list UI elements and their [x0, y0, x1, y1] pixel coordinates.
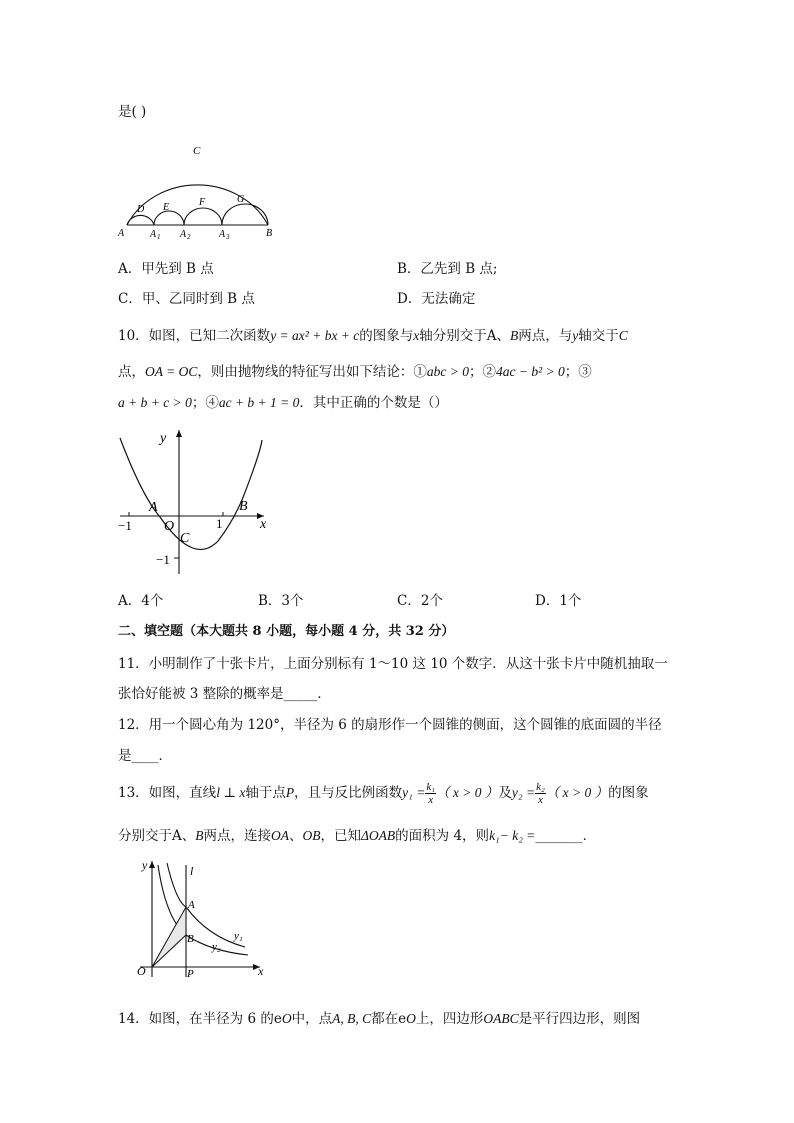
q10-t2: 轴分别交于 — [419, 328, 487, 344]
q14-abc: A, B, C — [332, 1011, 372, 1026]
q10-t4: 轴交于 — [578, 328, 619, 344]
q13-p3: ，且与反比例函数 — [294, 785, 403, 801]
graph-y-label: y — [160, 431, 167, 446]
label-D: D — [137, 204, 145, 215]
q14-p4: 上，四边形 — [415, 1011, 484, 1027]
q13-p2: 轴于点 — [245, 785, 286, 801]
q13-graph-y2: y₂ — [212, 941, 221, 953]
q10-c3: ③ — [578, 364, 592, 380]
q14-O-2: O — [406, 1011, 416, 1026]
q10-c4m: ac + b + 1 = 0 — [218, 395, 300, 410]
q10-semi2: ； — [564, 364, 579, 380]
section-heading: 二、填空题（本大题共 8 小题，每小题 4 分，共 32 分） — [118, 624, 455, 639]
q13-OA: OA — [271, 828, 289, 843]
q13-l2b: 两点，连接 — [203, 828, 271, 844]
q10-C: C — [618, 328, 628, 343]
q13-k1: k₁ — [426, 781, 436, 793]
q13-A: A — [172, 828, 182, 844]
q10-line2 — [118, 362, 592, 382]
q9-option-c: C．甲、乙同时到 B 点 — [118, 291, 255, 307]
q10-c2m: 4ac − b² > 0 — [495, 364, 565, 379]
q14-line1 — [118, 1009, 640, 1029]
label-A2: A — [180, 229, 187, 240]
q9-option-a: A．甲先到 B 点 — [118, 261, 214, 277]
q13-graph-O: O — [137, 964, 146, 978]
q13-B: B — [195, 828, 204, 843]
q13-graph-y: y — [142, 858, 148, 872]
q10-l2a: 点， — [118, 364, 145, 380]
q13-frac2 — [535, 781, 546, 806]
q10-c4: ④ — [205, 395, 219, 411]
q10-semi1: ； — [468, 364, 483, 380]
q14-O: O — [281, 1011, 292, 1026]
q10-B: B — [510, 328, 519, 343]
q14-p2: 中，点 — [291, 1011, 333, 1027]
q13-l2c: ，已知 — [320, 828, 361, 844]
q10-line3 — [118, 393, 448, 413]
label-A3: A — [219, 229, 226, 240]
q13-p5: 的图象 — [608, 785, 649, 801]
q13-P: P — [285, 785, 295, 800]
q13-graph-P: P — [187, 968, 194, 980]
q13-kdiff: k₁− k₂ = — [489, 828, 536, 843]
q10-option-d: D．1个 — [535, 593, 582, 609]
q13-line1 — [118, 780, 649, 806]
q10-oa-oc: OA = OC — [145, 364, 198, 379]
q14-p1: 14．如图，在半径为 6 的 — [118, 1011, 274, 1027]
graph-tick-minus1: −1 — [118, 518, 132, 533]
q10-line1 — [118, 326, 628, 346]
q10-sep: 、 — [496, 328, 511, 344]
q13-hyperbola-graph — [120, 855, 270, 980]
q10-t1: 的图象与 — [359, 328, 414, 344]
q10-c1: ① — [413, 364, 427, 380]
label-B: B — [266, 228, 273, 239]
label-A: A — [118, 228, 125, 239]
q14-p3: 都在 — [371, 1011, 399, 1027]
label-A3-sub: 3 — [226, 233, 230, 240]
label-F: F — [199, 197, 206, 208]
q14-circle-glyph-2: e — [398, 1011, 407, 1027]
q13-sep: 、 — [181, 828, 196, 844]
q9-semicircle-figure — [112, 140, 282, 240]
q13-cond1: （ x > 0 ） — [436, 785, 499, 800]
q13-graph-l: l — [190, 864, 194, 878]
q10-c2: ② — [482, 364, 496, 380]
q10-l2b: ，则由抛物线的特征写出如下结论： — [197, 364, 414, 380]
q13-graph-y1: y₁ — [234, 930, 243, 942]
graph-C-label: C — [180, 531, 190, 546]
q13-y1: y₁ = — [402, 785, 426, 800]
q10-semi3: ； — [191, 395, 206, 411]
q10-t3: 两点，与 — [518, 328, 573, 344]
q10-tail: ．其中正确的个数是（） — [299, 395, 448, 411]
label-G: G — [237, 194, 245, 205]
q14-p5: 是平行四边形，则图 — [518, 1011, 641, 1027]
q13-p4: 及 — [498, 785, 512, 801]
q10-yvar: y — [572, 328, 579, 343]
label-A1-sub: 1 — [157, 233, 161, 240]
q10-xvar: x — [413, 328, 420, 343]
q11-line1: 11．小明制作了十张卡片，上面分别标有 1～10 这 10 个数字．从这十张卡片中随机抽取一 — [118, 656, 668, 672]
q14-circle-glyph: e — [273, 1011, 282, 1027]
q13-sep2: 、 — [289, 828, 303, 844]
q10-c1m: abc > 0 — [426, 364, 469, 379]
graph-O-label: O — [164, 519, 175, 534]
q12-line2: 是____． — [118, 748, 172, 764]
graph-tick-1: 1 — [216, 516, 223, 531]
q11-line2: 张恰好能被 3 整除的概率是_____． — [118, 686, 331, 702]
q10-option-b: B．3个 — [258, 593, 304, 609]
q13-line2 — [118, 826, 596, 846]
q13-blank: _______． — [535, 828, 597, 844]
q10-func: y = ax² + bx + c — [270, 328, 360, 343]
label-A2-sub: 2 — [187, 233, 191, 240]
q10-parabola-graph — [112, 424, 277, 579]
q13-l2a: 分别交于 — [118, 828, 172, 844]
q13-graph-x: x — [258, 964, 264, 978]
q13-tri: ΔOAB — [361, 828, 396, 843]
q13-y2: y₂ = — [511, 785, 536, 800]
q13-l2d: 的面积为 4，则 — [395, 828, 490, 844]
q10-A: A — [486, 328, 497, 344]
graph-A-label: A — [149, 500, 158, 515]
graph-x-label: x — [260, 517, 267, 532]
q10-num: 10．如图，已知二次函数 — [118, 328, 271, 344]
q10-c3m: a + b + c > 0 — [118, 395, 192, 410]
q13-xden1: x — [428, 794, 434, 806]
graph-B-label: B — [239, 499, 248, 514]
q13-cond2: （ x > 0 ） — [545, 785, 609, 800]
q13-k2: k₂ — [536, 781, 545, 793]
q13-frac1 — [425, 781, 436, 806]
label-A1: A — [150, 229, 157, 240]
q10-option-c: C．2个 — [397, 593, 443, 609]
q13-p1: 13．如图，直线 — [118, 785, 217, 801]
q13-xden2: x — [537, 794, 543, 806]
q12-line1: 12．用一个圆心角为 120°，半径为 6 的扇形作一个圆锥的侧面，这个圆锥的底面圆的半径 — [118, 717, 662, 733]
q13-graph-B: B — [187, 933, 194, 945]
label-C: C — [193, 145, 201, 157]
q10-option-a: A．4个 — [118, 593, 164, 609]
q9-option-b: B．乙先到 B 点; — [397, 261, 498, 277]
q13-graph-A: A — [188, 899, 195, 911]
q9-stem-tail: 是( ) — [118, 104, 147, 120]
q13-perp: l ⊥ x — [216, 785, 246, 800]
q9-option-d: D．无法确定 — [397, 291, 476, 307]
label-E: E — [163, 202, 170, 213]
graph-tick-y-minus1: −1 — [156, 552, 170, 567]
q13-OB: OB — [302, 828, 321, 843]
q14-oabc: OABC — [483, 1011, 519, 1026]
